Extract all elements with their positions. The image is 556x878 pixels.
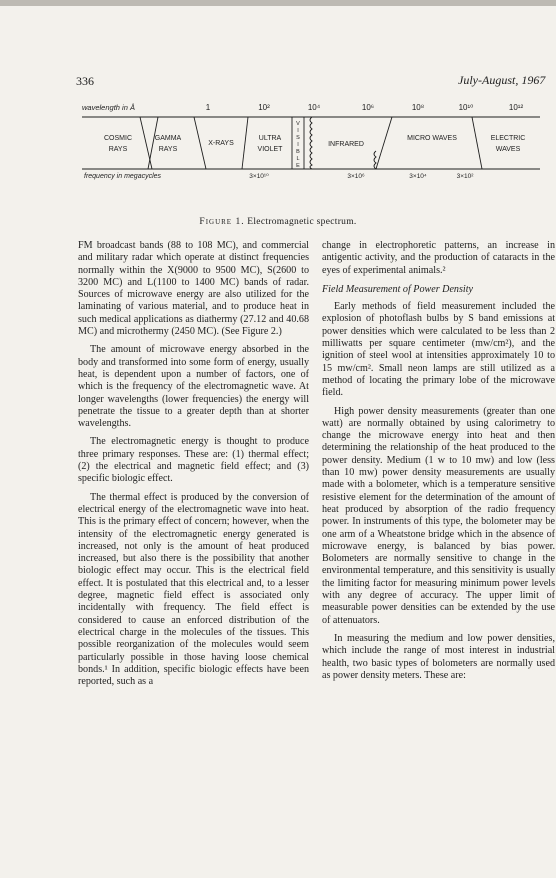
visible-letter: E <box>296 163 300 169</box>
band-dividers <box>140 117 482 169</box>
visible-letter: I <box>297 142 299 148</box>
wavelength-tick: 1 <box>205 103 211 112</box>
figure-caption-label: Figure 1. <box>199 217 245 227</box>
visible-letter: B <box>296 149 300 155</box>
frequency-tick: 3×10⁴ <box>409 173 427 180</box>
band-label-electric-waves: ELECTRIC <box>490 135 526 142</box>
visible-letter: I <box>297 128 299 134</box>
frequency-tick: 3×10² <box>456 173 474 180</box>
band-label-gamma-rays: GAMMA <box>154 135 182 142</box>
wavelength-tick: 10⁸ <box>411 103 425 112</box>
body-paragraph: The electromagnetic energy is thought to produce three primary responses. These are: (1) thermal effect; (2) the electrical and magnetic field effect; and (3) specific biologic effect. <box>78 436 309 485</box>
figure-caption <box>0 217 556 227</box>
electromagnetic-spectrum-figure <box>0 0 556 215</box>
wavelength-tick: 10¹² <box>508 103 524 112</box>
visible-band-label <box>296 121 300 169</box>
band-label-cosmic-rays: COSMIC <box>104 135 132 142</box>
wavelength-tick: 10⁶ <box>361 103 375 112</box>
figure-caption-text: Electromagnetic spectrum. <box>247 217 357 227</box>
band-label-ultraviolet: VIOLET <box>257 146 283 153</box>
right-column <box>322 240 555 682</box>
body-paragraph: The amount of microwave energy absorbed in the body and transformed into some form of energy, usually heat, is dependent upon a number of factors, one of which is the frequency of the electromagnetic wave. At longer wavelengths (lower frequencies) the energy will penetrate the tissue to a greater depth than at shorter wavelengths. <box>78 344 309 430</box>
band-label-x-rays: X-RAYS <box>208 140 234 147</box>
band-label-micro-waves: MICRO WAVES <box>407 135 457 142</box>
band-label-gamma-rays: RAYS <box>158 146 178 153</box>
journal-date: July-August, 1967 <box>458 73 546 87</box>
body-paragraph: change in electrophoretic patterns, an increase in antigentic activity, and the production of cataracts in the eyes of experimental animals.² <box>322 240 555 276</box>
band-label-ultraviolet: ULTRA <box>258 135 282 142</box>
body-paragraph: Early methods of field measurement included the explosion of photoflash bulbs by S band emissions at power densities which were calculated to be less than 2 milliwatts per square centimeter (mw/cm²), and the ignition of steel wool at intensities approximately 10 to 15 mw/cm². Small neon lamps are still utilized as a method of locating the primary lobe of the microwave field. <box>322 301 555 399</box>
wavelength-tick: 10² <box>258 103 270 112</box>
body-paragraph: FM broadcast bands (88 to 108 MC), and commercial and military radar which operate at distinct frequencies normally within the X(9000 to 9500 MC), S(2600 to 3200 MC) and L(1100 to 1400 MC) bands of radar. Sources of microwave energy are also utilized for the laminating of various material, and to produce heat in such medical applications as diathermy (27.12 and 40.68 MC) and microthermy (2450 MC). (See Figure 2.) <box>78 240 309 338</box>
wavelength-tick: 10⁴ <box>307 103 321 112</box>
frequency-tick: 3×10¹⁰ <box>249 173 269 180</box>
band-label-infrared: INFRARED <box>328 141 364 148</box>
wavelength-axis-label: wavelength in Å <box>82 103 135 112</box>
body-paragraph: High power density measurements (greater than one watt) are normally obtained by using calorimetry to change the microwave energy into heat and then determining the relationship of the heat produced to the power density. Medium (1 w to 10 mw) and low (less than 10 mw) power density measurements are usually made with a bolometer, which is a temperature sensitive resistive element for the determination of the amount of heat produced by absorption of the radio frequency power. In instruments of this type, the bolometer may be one arm of a Wheatstone bridge which in the absence of microwave energy, is balanced by bias power. Bolometers are normally sensitive to change in the environmental temperature, and this sensitivity is usually the limiting factor for measuring minimum power levels with any degree of accuracy. The upper limit of measurable power densities can be extended by the use of attenuators. <box>322 405 555 626</box>
frequency-tick: 3×10⁶ <box>347 173 365 180</box>
left-column <box>78 240 309 688</box>
band-label-cosmic-rays: RAYS <box>108 146 128 153</box>
body-paragraph: The thermal effect is produced by the conversion of electrical energy of the electromagnetic wave into heat. This is the primary effect of concern; however, when the intensity of the electromagnetic energy generated is increased, not only is the amount of heat produced increased, but also there is the possibility that another biologic effect may occur. This is the electrical field effect. It is postulated that this electrical and, to a lesser degree, magnetic field effect is associated only incidentally with frequency. The field effect is considered to cause an enforced distribution of the electrical charge in the molecules of the tissues. This possible reorganization of the molecules would seem particularly possible in those having loose chemical bonds.¹ In addition, specific biologic effects have been reported, such as a <box>78 491 309 688</box>
page-number: 336 <box>76 74 94 88</box>
section-heading: Field Measurement of Power Density <box>322 283 473 295</box>
body-paragraph: In measuring the medium and low power densities, which include the range of most interest in industrial health, two basic types of bolometers are normally used as power density meters. These are: <box>322 632 555 681</box>
visible-letter: S <box>296 135 300 141</box>
wavelength-tick: 10¹⁰ <box>458 103 474 112</box>
frequency-axis-label: frequency in megacycles <box>84 173 162 180</box>
band-label-electric-waves: WAVES <box>495 146 521 153</box>
visible-letter: V <box>296 121 300 127</box>
visible-letter: L <box>296 156 300 162</box>
